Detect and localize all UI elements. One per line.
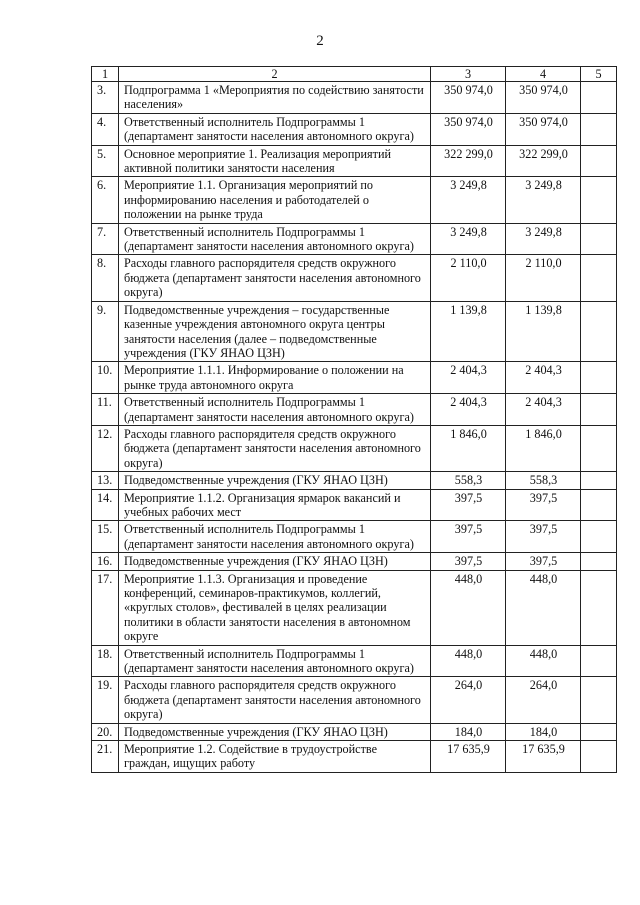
value-col3-cell: 350 974,0 xyxy=(431,82,506,114)
value-col4-cell: 3 249,8 xyxy=(506,223,581,255)
value-col4-cell: 2 404,3 xyxy=(506,394,581,426)
value-col4-cell: 264,0 xyxy=(506,677,581,723)
value-col5-cell xyxy=(581,301,617,362)
value-col4-cell: 1 139,8 xyxy=(506,301,581,362)
value-col5-cell xyxy=(581,177,617,223)
value-col4-cell: 2 404,3 xyxy=(506,362,581,394)
table-row xyxy=(92,489,617,521)
table-row xyxy=(92,145,617,177)
value-col5-cell xyxy=(581,113,617,145)
table-row xyxy=(92,113,617,145)
value-col5-cell xyxy=(581,82,617,114)
row-description-cell: Мероприятие 1.1.1. Информирование о положении на рынке труда автономного округа xyxy=(119,362,431,394)
table-row xyxy=(92,82,617,114)
value-col5-cell xyxy=(581,145,617,177)
value-col4-cell: 3 249,8 xyxy=(506,177,581,223)
value-col4-cell: 350 974,0 xyxy=(506,82,581,114)
row-description-cell: Ответственный исполнитель Подпрограммы 1 (департамент занятости населения автономного округа) xyxy=(119,394,431,426)
table-row xyxy=(92,570,617,645)
value-col3-cell: 448,0 xyxy=(431,570,506,645)
row-description-cell: Подведомственные учреждения – государственные казенные учреждения автономного округа центры занятости населения (далее – подведомственные учреждения (ГКУ ЯНАО ЦЗН) xyxy=(119,301,431,362)
row-description-cell: Ответственный исполнитель Подпрограммы 1 (департамент занятости населения автономного округа) xyxy=(119,645,431,677)
row-number-cell: 21. xyxy=(92,741,119,773)
value-col4-cell: 350 974,0 xyxy=(506,113,581,145)
value-col4-cell: 558,3 xyxy=(506,472,581,489)
value-col5-cell xyxy=(581,723,617,740)
row-number-cell: 15. xyxy=(92,521,119,553)
value-col4-cell: 17 635,9 xyxy=(506,741,581,773)
value-col5-cell xyxy=(581,741,617,773)
row-description-cell: Мероприятие 1.1.3. Организация и проведение конференций, семинаров-практикумов, коллегий, «круглых столов», фестивалей в целях реализации политики в области занятости населения в автономном округе xyxy=(119,570,431,645)
value-col3-cell: 264,0 xyxy=(431,677,506,723)
table-row xyxy=(92,677,617,723)
table-row xyxy=(92,394,617,426)
value-col5-cell xyxy=(581,645,617,677)
table-row xyxy=(92,741,617,773)
table-row xyxy=(92,177,617,223)
value-col5-cell xyxy=(581,553,617,570)
value-col5-cell xyxy=(581,255,617,301)
header-cell: 3 xyxy=(431,67,506,82)
value-col3-cell: 2 404,3 xyxy=(431,394,506,426)
row-number-cell: 20. xyxy=(92,723,119,740)
row-description-cell: Подпрограмма 1 «Мероприятия по содействию занятости населения» xyxy=(119,82,431,114)
value-col4-cell: 322 299,0 xyxy=(506,145,581,177)
value-col4-cell: 397,5 xyxy=(506,489,581,521)
row-description-cell: Ответственный исполнитель Подпрограммы 1 (департамент занятости населения автономного округа) xyxy=(119,113,431,145)
value-col3-cell: 3 249,8 xyxy=(431,177,506,223)
row-number-cell: 7. xyxy=(92,223,119,255)
row-description-cell: Ответственный исполнитель Подпрограммы 1 (департамент занятости населения автономного округа) xyxy=(119,223,431,255)
value-col3-cell: 3 249,8 xyxy=(431,223,506,255)
row-number-cell: 14. xyxy=(92,489,119,521)
value-col3-cell: 17 635,9 xyxy=(431,741,506,773)
header-cell: 4 xyxy=(506,67,581,82)
value-col3-cell: 397,5 xyxy=(431,553,506,570)
row-description-cell: Подведомственные учреждения (ГКУ ЯНАО ЦЗН) xyxy=(119,553,431,570)
value-col5-cell xyxy=(581,223,617,255)
row-description-cell: Основное мероприятие 1. Реализация мероприятий активной политики занятости населения xyxy=(119,145,431,177)
value-col4-cell: 397,5 xyxy=(506,521,581,553)
value-col3-cell: 1 846,0 xyxy=(431,425,506,471)
row-number-cell: 5. xyxy=(92,145,119,177)
row-number-cell: 9. xyxy=(92,301,119,362)
value-col5-cell xyxy=(581,489,617,521)
table-row xyxy=(92,645,617,677)
value-col3-cell: 397,5 xyxy=(431,521,506,553)
row-number-cell: 4. xyxy=(92,113,119,145)
value-col3-cell: 1 139,8 xyxy=(431,301,506,362)
value-col3-cell: 184,0 xyxy=(431,723,506,740)
row-number-cell: 8. xyxy=(92,255,119,301)
value-col3-cell: 397,5 xyxy=(431,489,506,521)
row-number-cell: 16. xyxy=(92,553,119,570)
row-number-cell: 13. xyxy=(92,472,119,489)
row-description-cell: Подведомственные учреждения (ГКУ ЯНАО ЦЗН) xyxy=(119,723,431,740)
header-cell: 1 xyxy=(92,67,119,82)
value-col5-cell xyxy=(581,394,617,426)
row-number-cell: 6. xyxy=(92,177,119,223)
row-description-cell: Расходы главного распорядителя средств окружного бюджета (департамент занятости населения автономного округа) xyxy=(119,255,431,301)
row-description-cell: Ответственный исполнитель Подпрограммы 1 (департамент занятости населения автономного округа) xyxy=(119,521,431,553)
value-col4-cell: 184,0 xyxy=(506,723,581,740)
row-description-cell: Мероприятие 1.1.2. Организация ярмарок вакансий и учебных рабочих мест xyxy=(119,489,431,521)
value-col5-cell xyxy=(581,570,617,645)
row-description-cell: Подведомственные учреждения (ГКУ ЯНАО ЦЗН) xyxy=(119,472,431,489)
value-col5-cell xyxy=(581,362,617,394)
budget-table xyxy=(91,66,617,773)
value-col3-cell: 2 110,0 xyxy=(431,255,506,301)
row-number-cell: 12. xyxy=(92,425,119,471)
row-number-cell: 11. xyxy=(92,394,119,426)
value-col5-cell xyxy=(581,425,617,471)
value-col3-cell: 350 974,0 xyxy=(431,113,506,145)
table-row xyxy=(92,223,617,255)
table-row xyxy=(92,521,617,553)
table-row xyxy=(92,723,617,740)
table-row xyxy=(92,255,617,301)
row-number-cell: 3. xyxy=(92,82,119,114)
value-col4-cell: 397,5 xyxy=(506,553,581,570)
value-col4-cell: 448,0 xyxy=(506,570,581,645)
header-cell: 2 xyxy=(119,67,431,82)
value-col4-cell: 448,0 xyxy=(506,645,581,677)
value-col4-cell: 2 110,0 xyxy=(506,255,581,301)
value-col3-cell: 558,3 xyxy=(431,472,506,489)
value-col3-cell: 322 299,0 xyxy=(431,145,506,177)
row-number-cell: 18. xyxy=(92,645,119,677)
table-row xyxy=(92,553,617,570)
row-number-cell: 10. xyxy=(92,362,119,394)
value-col5-cell xyxy=(581,521,617,553)
table-header-row xyxy=(92,67,617,82)
table-row xyxy=(92,472,617,489)
value-col5-cell xyxy=(581,472,617,489)
value-col3-cell: 2 404,3 xyxy=(431,362,506,394)
table-row xyxy=(92,362,617,394)
header-cell: 5 xyxy=(581,67,617,82)
table-row xyxy=(92,425,617,471)
row-description-cell: Расходы главного распорядителя средств окружного бюджета (департамент занятости населения автономного округа) xyxy=(119,425,431,471)
page-number: 2 xyxy=(316,33,324,49)
value-col3-cell: 448,0 xyxy=(431,645,506,677)
value-col4-cell: 1 846,0 xyxy=(506,425,581,471)
row-number-cell: 19. xyxy=(92,677,119,723)
row-description-cell: Мероприятие 1.1. Организация мероприятий по информированию населения и работодателей о положении на рынке труда xyxy=(119,177,431,223)
value-col5-cell xyxy=(581,677,617,723)
row-description-cell: Мероприятие 1.2. Содействие в трудоустройстве граждан, ищущих работу xyxy=(119,741,431,773)
row-description-cell: Расходы главного распорядителя средств окружного бюджета (департамент занятости населения автономного округа) xyxy=(119,677,431,723)
table-row xyxy=(92,301,617,362)
row-number-cell: 17. xyxy=(92,570,119,645)
